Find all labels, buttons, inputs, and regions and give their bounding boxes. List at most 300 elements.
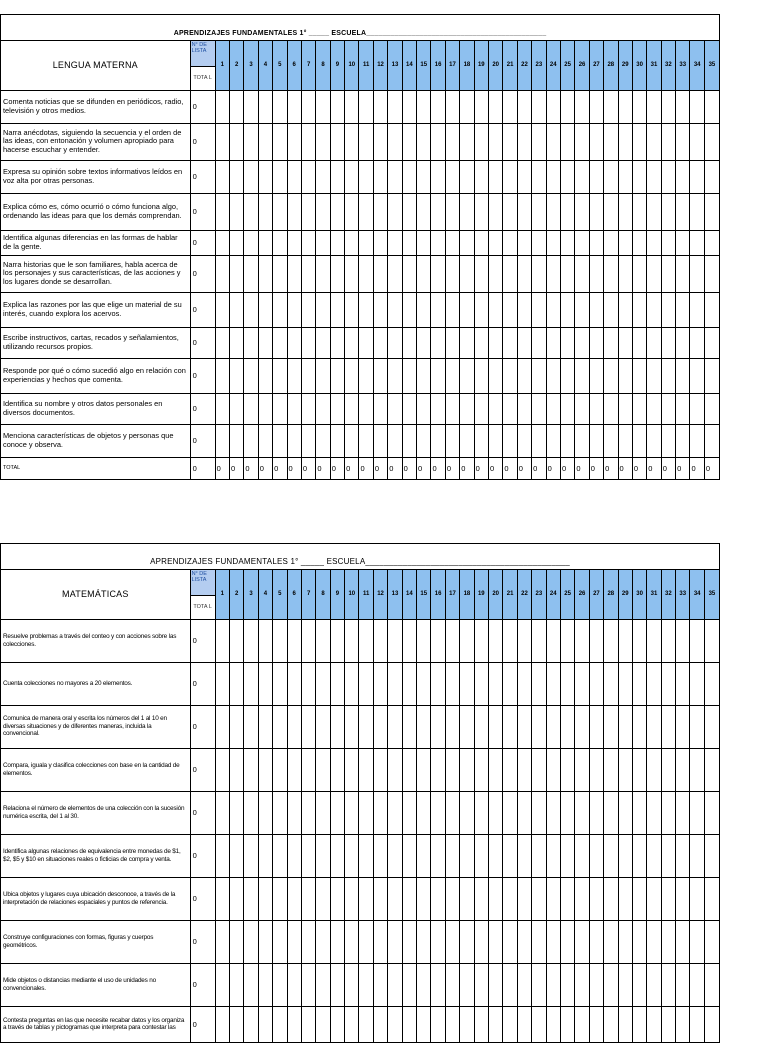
student-cell[interactable] [330, 834, 344, 877]
student-cell[interactable] [517, 393, 531, 424]
student-cell[interactable] [258, 90, 272, 123]
student-cell[interactable] [517, 327, 531, 358]
student-cell[interactable] [388, 255, 402, 292]
student-cell[interactable] [532, 327, 546, 358]
student-cell[interactable] [258, 619, 272, 662]
student-cell[interactable] [575, 963, 589, 1006]
student-cell[interactable] [373, 791, 387, 834]
student-cell[interactable] [489, 1006, 503, 1042]
student-cell[interactable] [517, 90, 531, 123]
student-cell[interactable] [417, 705, 431, 748]
student-cell[interactable] [546, 358, 560, 393]
student-cell[interactable] [560, 424, 574, 457]
student-cell[interactable] [330, 619, 344, 662]
student-cell[interactable] [445, 877, 459, 920]
student-cell[interactable] [287, 123, 301, 160]
student-cell[interactable] [345, 90, 359, 123]
student-cell[interactable] [445, 662, 459, 705]
student-cell[interactable] [287, 292, 301, 327]
student-cell[interactable] [215, 90, 229, 123]
student-cell[interactable] [215, 292, 229, 327]
student-cell[interactable] [229, 327, 243, 358]
student-cell[interactable] [373, 90, 387, 123]
student-cell[interactable] [402, 748, 416, 791]
student-cell[interactable] [704, 1006, 719, 1042]
student-cell[interactable] [316, 705, 330, 748]
student-cell[interactable] [618, 255, 632, 292]
student-cell[interactable] [575, 90, 589, 123]
student-cell[interactable] [431, 393, 445, 424]
student-cell[interactable] [661, 705, 675, 748]
student-cell[interactable] [532, 791, 546, 834]
student-cell[interactable] [460, 358, 474, 393]
student-cell[interactable] [330, 292, 344, 327]
student-cell[interactable] [359, 834, 373, 877]
student-cell[interactable] [604, 791, 618, 834]
student-cell[interactable] [244, 327, 258, 358]
student-cell[interactable] [661, 327, 675, 358]
student-cell[interactable] [560, 90, 574, 123]
student-cell[interactable] [417, 393, 431, 424]
student-cell[interactable] [618, 393, 632, 424]
student-cell[interactable] [301, 358, 315, 393]
student-cell[interactable] [244, 791, 258, 834]
student-cell[interactable] [388, 424, 402, 457]
student-cell[interactable] [532, 90, 546, 123]
student-cell[interactable] [359, 230, 373, 255]
student-cell[interactable] [244, 230, 258, 255]
student-cell[interactable] [258, 424, 272, 457]
student-cell[interactable] [417, 662, 431, 705]
student-cell[interactable] [345, 255, 359, 292]
student-cell[interactable] [517, 834, 531, 877]
student-cell[interactable] [489, 748, 503, 791]
student-cell[interactable] [215, 791, 229, 834]
student-cell[interactable] [373, 877, 387, 920]
student-cell[interactable] [215, 193, 229, 230]
student-cell[interactable] [546, 393, 560, 424]
student-cell[interactable] [273, 193, 287, 230]
student-cell[interactable] [388, 358, 402, 393]
student-cell[interactable] [287, 393, 301, 424]
student-cell[interactable] [287, 327, 301, 358]
student-cell[interactable] [632, 877, 646, 920]
student-cell[interactable] [330, 705, 344, 748]
student-cell[interactable] [330, 424, 344, 457]
student-cell[interactable] [316, 834, 330, 877]
student-cell[interactable] [273, 791, 287, 834]
student-cell[interactable] [330, 393, 344, 424]
student-cell[interactable] [445, 160, 459, 193]
student-cell[interactable] [647, 327, 661, 358]
student-cell[interactable] [604, 619, 618, 662]
student-cell[interactable] [445, 358, 459, 393]
student-cell[interactable] [676, 358, 690, 393]
student-cell[interactable] [345, 662, 359, 705]
student-cell[interactable] [460, 1006, 474, 1042]
student-cell[interactable] [359, 424, 373, 457]
student-cell[interactable] [215, 1006, 229, 1042]
student-cell[interactable] [532, 877, 546, 920]
student-cell[interactable] [402, 424, 416, 457]
student-cell[interactable] [373, 834, 387, 877]
student-cell[interactable] [661, 662, 675, 705]
student-cell[interactable] [345, 920, 359, 963]
student-cell[interactable] [517, 292, 531, 327]
student-cell[interactable] [690, 255, 704, 292]
student-cell[interactable] [359, 877, 373, 920]
student-cell[interactable] [215, 963, 229, 1006]
student-cell[interactable] [532, 662, 546, 705]
student-cell[interactable] [474, 705, 488, 748]
student-cell[interactable] [690, 748, 704, 791]
student-cell[interactable] [258, 705, 272, 748]
student-cell[interactable] [517, 123, 531, 160]
student-cell[interactable] [229, 963, 243, 1006]
student-cell[interactable] [647, 748, 661, 791]
student-cell[interactable] [489, 662, 503, 705]
student-cell[interactable] [431, 327, 445, 358]
student-cell[interactable] [273, 123, 287, 160]
student-cell[interactable] [330, 920, 344, 963]
student-cell[interactable] [517, 255, 531, 292]
student-cell[interactable] [373, 1006, 387, 1042]
student-cell[interactable] [229, 90, 243, 123]
student-cell[interactable] [690, 877, 704, 920]
student-cell[interactable] [229, 292, 243, 327]
student-cell[interactable] [661, 1006, 675, 1042]
student-cell[interactable] [474, 292, 488, 327]
student-cell[interactable] [402, 705, 416, 748]
student-cell[interactable] [244, 963, 258, 1006]
student-cell[interactable] [258, 292, 272, 327]
student-cell[interactable] [604, 748, 618, 791]
student-cell[interactable] [287, 230, 301, 255]
student-cell[interactable] [445, 1006, 459, 1042]
student-cell[interactable] [503, 662, 517, 705]
student-cell[interactable] [618, 662, 632, 705]
student-cell[interactable] [690, 123, 704, 160]
student-cell[interactable] [604, 834, 618, 877]
student-cell[interactable] [215, 123, 229, 160]
student-cell[interactable] [345, 705, 359, 748]
student-cell[interactable] [560, 327, 574, 358]
student-cell[interactable] [474, 877, 488, 920]
student-cell[interactable] [258, 662, 272, 705]
student-cell[interactable] [517, 748, 531, 791]
student-cell[interactable] [704, 230, 719, 255]
student-cell[interactable] [618, 327, 632, 358]
student-cell[interactable] [373, 748, 387, 791]
student-cell[interactable] [215, 834, 229, 877]
student-cell[interactable] [704, 877, 719, 920]
student-cell[interactable] [560, 619, 574, 662]
student-cell[interactable] [489, 255, 503, 292]
student-cell[interactable] [445, 393, 459, 424]
student-cell[interactable] [632, 834, 646, 877]
student-cell[interactable] [402, 160, 416, 193]
student-cell[interactable] [417, 920, 431, 963]
student-cell[interactable] [704, 123, 719, 160]
student-cell[interactable] [632, 358, 646, 393]
student-cell[interactable] [704, 424, 719, 457]
student-cell[interactable] [229, 662, 243, 705]
student-cell[interactable] [546, 424, 560, 457]
student-cell[interactable] [258, 920, 272, 963]
student-cell[interactable] [258, 230, 272, 255]
student-cell[interactable] [388, 705, 402, 748]
student-cell[interactable] [330, 327, 344, 358]
student-cell[interactable] [460, 90, 474, 123]
student-cell[interactable] [575, 393, 589, 424]
student-cell[interactable] [359, 920, 373, 963]
student-cell[interactable] [345, 834, 359, 877]
student-cell[interactable] [258, 358, 272, 393]
student-cell[interactable] [373, 920, 387, 963]
student-cell[interactable] [676, 160, 690, 193]
student-cell[interactable] [503, 327, 517, 358]
student-cell[interactable] [503, 791, 517, 834]
student-cell[interactable] [359, 123, 373, 160]
student-cell[interactable] [460, 963, 474, 1006]
student-cell[interactable] [647, 834, 661, 877]
student-cell[interactable] [301, 920, 315, 963]
student-cell[interactable] [589, 160, 603, 193]
student-cell[interactable] [345, 791, 359, 834]
student-cell[interactable] [546, 791, 560, 834]
student-cell[interactable] [690, 619, 704, 662]
student-cell[interactable] [287, 1006, 301, 1042]
student-cell[interactable] [618, 160, 632, 193]
student-cell[interactable] [287, 358, 301, 393]
student-cell[interactable] [460, 662, 474, 705]
student-cell[interactable] [704, 393, 719, 424]
student-cell[interactable] [604, 920, 618, 963]
student-cell[interactable] [431, 920, 445, 963]
student-cell[interactable] [704, 834, 719, 877]
student-cell[interactable] [647, 963, 661, 1006]
student-cell[interactable] [273, 619, 287, 662]
student-cell[interactable] [474, 748, 488, 791]
student-cell[interactable] [287, 193, 301, 230]
student-cell[interactable] [417, 791, 431, 834]
student-cell[interactable] [517, 358, 531, 393]
student-cell[interactable] [273, 748, 287, 791]
student-cell[interactable] [229, 424, 243, 457]
student-cell[interactable] [431, 748, 445, 791]
student-cell[interactable] [503, 748, 517, 791]
student-cell[interactable] [215, 255, 229, 292]
student-cell[interactable] [373, 358, 387, 393]
student-cell[interactable] [604, 292, 618, 327]
student-cell[interactable] [647, 193, 661, 230]
student-cell[interactable] [546, 255, 560, 292]
student-cell[interactable] [575, 255, 589, 292]
student-cell[interactable] [632, 791, 646, 834]
student-cell[interactable] [676, 123, 690, 160]
student-cell[interactable] [316, 358, 330, 393]
student-cell[interactable] [589, 920, 603, 963]
student-cell[interactable] [258, 791, 272, 834]
student-cell[interactable] [215, 230, 229, 255]
student-cell[interactable] [460, 160, 474, 193]
student-cell[interactable] [503, 920, 517, 963]
student-cell[interactable] [604, 662, 618, 705]
student-cell[interactable] [661, 619, 675, 662]
student-cell[interactable] [388, 393, 402, 424]
student-cell[interactable] [489, 963, 503, 1006]
student-cell[interactable] [676, 292, 690, 327]
student-cell[interactable] [589, 424, 603, 457]
student-cell[interactable] [388, 619, 402, 662]
student-cell[interactable] [618, 292, 632, 327]
student-cell[interactable] [661, 123, 675, 160]
student-cell[interactable] [474, 255, 488, 292]
student-cell[interactable] [589, 791, 603, 834]
student-cell[interactable] [345, 748, 359, 791]
student-cell[interactable] [575, 193, 589, 230]
student-cell[interactable] [316, 424, 330, 457]
student-cell[interactable] [301, 230, 315, 255]
student-cell[interactable] [287, 160, 301, 193]
student-cell[interactable] [618, 193, 632, 230]
student-cell[interactable] [489, 90, 503, 123]
student-cell[interactable] [316, 123, 330, 160]
student-cell[interactable] [704, 90, 719, 123]
student-cell[interactable] [388, 160, 402, 193]
student-cell[interactable] [517, 963, 531, 1006]
student-cell[interactable] [632, 327, 646, 358]
student-cell[interactable] [229, 877, 243, 920]
student-cell[interactable] [445, 834, 459, 877]
student-cell[interactable] [489, 327, 503, 358]
student-cell[interactable] [330, 90, 344, 123]
student-cell[interactable] [215, 160, 229, 193]
student-cell[interactable] [589, 393, 603, 424]
student-cell[interactable] [618, 619, 632, 662]
student-cell[interactable] [301, 748, 315, 791]
student-cell[interactable] [503, 877, 517, 920]
student-cell[interactable] [503, 963, 517, 1006]
student-cell[interactable] [417, 1006, 431, 1042]
student-cell[interactable] [560, 123, 574, 160]
student-cell[interactable] [402, 1006, 416, 1042]
student-cell[interactable] [258, 877, 272, 920]
student-cell[interactable] [388, 748, 402, 791]
student-cell[interactable] [474, 327, 488, 358]
student-cell[interactable] [489, 920, 503, 963]
student-cell[interactable] [417, 160, 431, 193]
student-cell[interactable] [373, 123, 387, 160]
student-cell[interactable] [489, 230, 503, 255]
student-cell[interactable] [560, 834, 574, 877]
student-cell[interactable] [273, 963, 287, 1006]
student-cell[interactable] [575, 358, 589, 393]
student-cell[interactable] [215, 393, 229, 424]
student-cell[interactable] [532, 1006, 546, 1042]
student-cell[interactable] [560, 358, 574, 393]
student-cell[interactable] [445, 920, 459, 963]
student-cell[interactable] [229, 358, 243, 393]
student-cell[interactable] [316, 90, 330, 123]
student-cell[interactable] [287, 424, 301, 457]
student-cell[interactable] [244, 662, 258, 705]
student-cell[interactable] [301, 834, 315, 877]
student-cell[interactable] [474, 963, 488, 1006]
student-cell[interactable] [345, 619, 359, 662]
student-cell[interactable] [604, 90, 618, 123]
student-cell[interactable] [345, 424, 359, 457]
student-cell[interactable] [244, 90, 258, 123]
student-cell[interactable] [632, 705, 646, 748]
student-cell[interactable] [604, 160, 618, 193]
student-cell[interactable] [532, 834, 546, 877]
student-cell[interactable] [244, 358, 258, 393]
student-cell[interactable] [431, 358, 445, 393]
student-cell[interactable] [359, 963, 373, 1006]
student-cell[interactable] [474, 230, 488, 255]
student-cell[interactable] [589, 193, 603, 230]
student-cell[interactable] [532, 619, 546, 662]
student-cell[interactable] [301, 393, 315, 424]
student-cell[interactable] [690, 393, 704, 424]
student-cell[interactable] [301, 963, 315, 1006]
student-cell[interactable] [359, 358, 373, 393]
student-cell[interactable] [431, 90, 445, 123]
student-cell[interactable] [359, 327, 373, 358]
student-cell[interactable] [704, 705, 719, 748]
student-cell[interactable] [474, 1006, 488, 1042]
student-cell[interactable] [575, 834, 589, 877]
student-cell[interactable] [330, 358, 344, 393]
student-cell[interactable] [690, 662, 704, 705]
student-cell[interactable] [273, 90, 287, 123]
student-cell[interactable] [402, 920, 416, 963]
student-cell[interactable] [445, 193, 459, 230]
student-cell[interactable] [287, 791, 301, 834]
student-cell[interactable] [402, 834, 416, 877]
student-cell[interactable] [244, 255, 258, 292]
student-cell[interactable] [431, 255, 445, 292]
student-cell[interactable] [704, 358, 719, 393]
student-cell[interactable] [301, 90, 315, 123]
student-cell[interactable] [575, 662, 589, 705]
student-cell[interactable] [632, 920, 646, 963]
student-cell[interactable] [690, 327, 704, 358]
student-cell[interactable] [287, 834, 301, 877]
student-cell[interactable] [373, 424, 387, 457]
student-cell[interactable] [604, 963, 618, 1006]
student-cell[interactable] [417, 193, 431, 230]
student-cell[interactable] [690, 705, 704, 748]
student-cell[interactable] [618, 230, 632, 255]
student-cell[interactable] [215, 619, 229, 662]
student-cell[interactable] [215, 705, 229, 748]
student-cell[interactable] [661, 193, 675, 230]
student-cell[interactable] [503, 123, 517, 160]
student-cell[interactable] [316, 920, 330, 963]
student-cell[interactable] [373, 327, 387, 358]
student-cell[interactable] [301, 662, 315, 705]
student-cell[interactable] [316, 255, 330, 292]
student-cell[interactable] [445, 123, 459, 160]
student-cell[interactable] [704, 255, 719, 292]
student-cell[interactable] [517, 877, 531, 920]
student-cell[interactable] [460, 748, 474, 791]
student-cell[interactable] [546, 160, 560, 193]
student-cell[interactable] [517, 920, 531, 963]
student-cell[interactable] [345, 193, 359, 230]
